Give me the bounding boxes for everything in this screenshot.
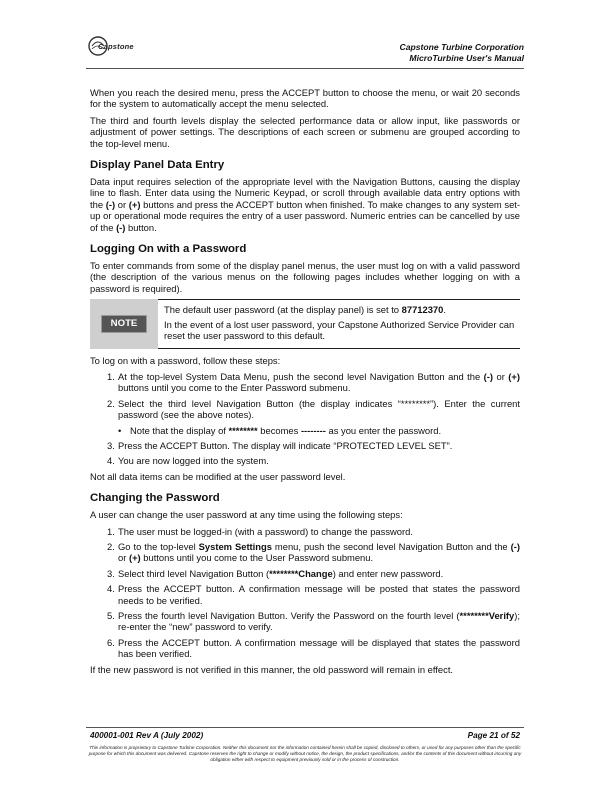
page-content	[90, 87, 520, 680]
note-box	[90, 299, 520, 348]
logo-wordmark: Capstone	[98, 42, 134, 51]
heading-logging-on: Logging On with a Password	[90, 243, 247, 256]
data-entry-paragraph: Data input requires selection of the appropriate level with the Navigation Buttons, causing the display line to flash. Enter data using the Numeric Keypad, or scroll through available data entry options with the (-) or (+) buttons and press the ACCEPT button when finished. To make changes to any system set-up or operational mode requires the entry of a user password. Numeric entries can be cancelled by use of the (-) button.	[90, 176, 521, 233]
list-item: 6. Press the ACCEPT button. A confirmation message will be displayed that states the password has been verified.	[107, 636, 520, 660]
company-name: Capstone Turbine Corporation	[399, 42, 524, 52]
list-item: 2. Go to the top-level System Settings menu, push the second level Navigation Button and the (-) or (+) buttons until you come to the User Password submenu.	[107, 540, 520, 564]
change-steps-list	[90, 526, 520, 660]
note-default-password: The default user password (at the display panel) is set to 87712370.	[164, 304, 446, 316]
list-item: 3. Press the ACCEPT Button. The display will indicate “PROTECTED LEVEL SET”.	[107, 439, 453, 451]
note-label-panel	[90, 299, 158, 348]
page-number: Page 21 of 52	[467, 731, 520, 740]
list-item: 2. Select the third level Navigation Button (the display indicates “********”). Enter the current password (see the above notes).	[107, 397, 520, 421]
logon-steps-intro: To log on with a password, follow these steps:	[90, 354, 281, 366]
list-item: 1. The user must be logged-in (with a password) to change the password.	[107, 525, 413, 537]
heading-changing-password: Changing the Password	[90, 492, 220, 505]
manual-name: MicroTurbine User's Manual	[409, 53, 524, 63]
heading-data-entry: Display Panel Data Entry	[90, 159, 225, 172]
changing-closing: If the new password is not verified in this manner, the old password will remain in effect.	[90, 663, 454, 675]
logon-steps-list-continued	[90, 440, 520, 467]
changing-intro: A user can change the user password at any time using the following steps:	[90, 509, 403, 521]
logging-on-paragraph: To enter commands from some of the display panel menus, the user must log on with a valid password (the description of the various menus on the following pages includes whether logging on with a password is required).	[90, 260, 520, 294]
list-item: 4. Press the ACCEPT button. A confirmation message will be posted that states the password needs to be verified.	[107, 583, 520, 606]
list-item: 3. Select third level Navigation Button (********Change) and enter new password.	[107, 567, 444, 579]
proprietary-disclaimer: This information is proprietary to Capstone Turbine Corporation. Neither this document nor the information contained herein shall be copied, disclosed to others, or used for any purposes other than the specific purpose for which this document was delivered. Capstone reserves the right to change or modify without notice, the design, the product specifications, and/or the contents of this document without incurring any obligation either with respect to equipment previously sold or in the process of construction.	[88, 745, 522, 763]
note-lost-password: In the event of a lost user password, your Capstone Authorized Service Provider can reset the user password to this default.	[164, 318, 515, 342]
intro-paragraph-1: When you reach the desired menu, press the ACCEPT button to choose the menu, or wait 20 seconds for the system to automatically accept the menu selected.	[90, 87, 520, 110]
logon-steps-list	[90, 371, 520, 421]
footer-divider	[86, 727, 524, 728]
note-badge: NOTE	[101, 315, 148, 332]
list-item: 4. You are now logged into the system.	[107, 455, 269, 467]
intro-paragraph-2: The third and fourth levels display the selected performance data or allow input, like passwords or adjustment of power settings. The descriptions of each screen or submenu are grouped according to the top-level menu.	[90, 114, 520, 149]
header-divider	[86, 68, 524, 69]
note-text	[158, 299, 520, 348]
document-id: 400001-001 Rev A (July 2002)	[90, 731, 204, 740]
logon-closing: Not all data items can be modified at the user password level.	[90, 470, 346, 482]
password-display-bullet: • Note that the display of ******** becomes -------- as you enter the password.	[118, 424, 442, 436]
header-title-block	[400, 42, 524, 64]
list-item: 1. At the top-level System Data Menu, push the second level Navigation Button and the (-) or (+) buttons until you come to the Enter Password submenu.	[107, 370, 520, 394]
list-item: 5. Press the fourth level Navigation Button. Verify the Password on the fourth level (********Verify); re-enter the “new” password to verify.	[107, 610, 520, 633]
